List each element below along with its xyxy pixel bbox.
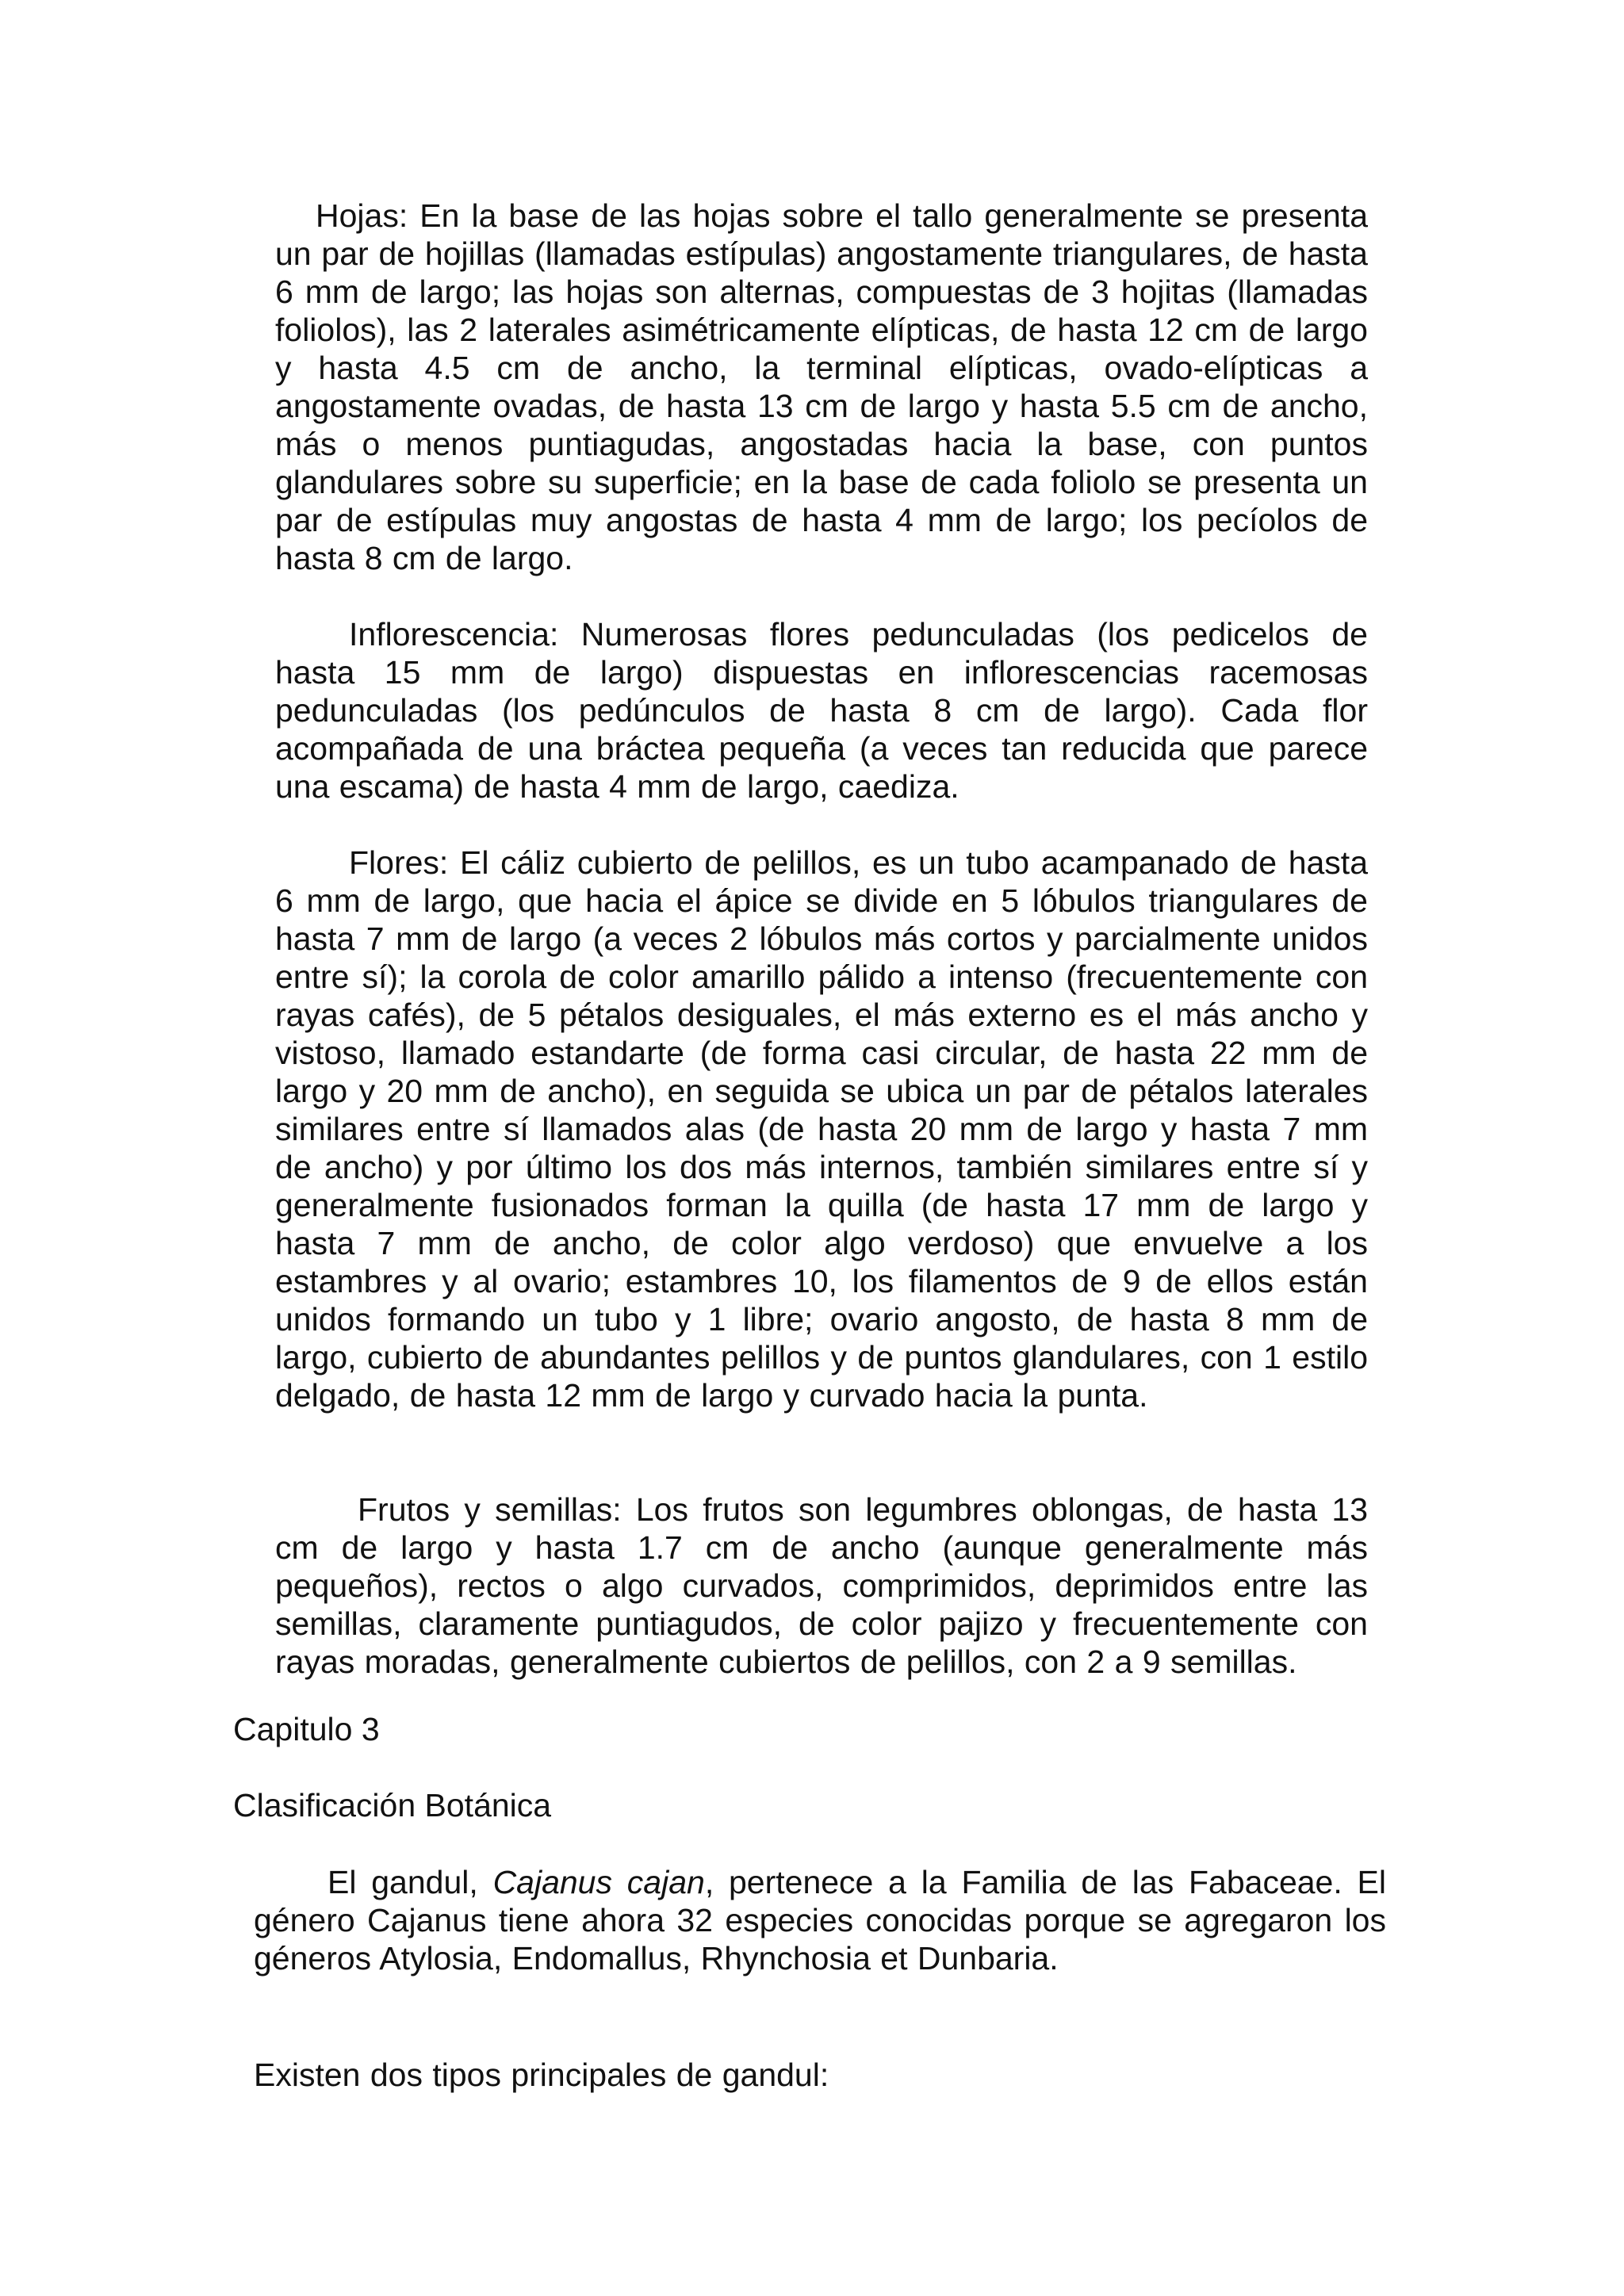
label-flores: Flores: bbox=[349, 844, 460, 881]
paragraph-frutos bbox=[275, 1490, 1368, 1681]
species-name: Cajanus cajan bbox=[492, 1864, 705, 1900]
text-frutos: Los frutos son legumbres oblongas, de hasta 13 cm de largo y hasta 1.7 cm de ancho (aunque generalmente más pequeños), rectos o algo curvados, comprimidos, deprimidos entre las semillas, claramente puntiagudos, de color pajizo y frecuentemente con rayas moradas, generalmente cubiertos de pelillos, con 2 a 9 semillas. bbox=[275, 1491, 1369, 1680]
text-flores: El cáliz cubierto de pelillos, es un tubo acampanado de hasta 6 mm de largo, que hacia el ápice se divide en 5 lóbulos triangulares de hasta 7 mm de largo (a veces 2 lóbulos más cortos y parcialmente unidos entre sí); la corola de color amarillo pálido a intenso (frecuentemente con rayas cafés), de 5 pétalos desiguales, el más externo es el más ancho y vistoso, llamado estandarte (de forma casi circular, de hasta 22 mm de largo y 20 mm de ancho), en seguida se ubica un par de pétalos laterales similares entre sí llamados alas (de hasta 20 mm de largo y hasta 7 mm de ancho) y por último los dos más internos, también similares entre sí y generalmente fusionados forman la quilla (de hasta 17 mm de largo y hasta 7 mm de ancho, de color algo verdoso) que envuelve a los estambres y al ovario; estambres 10, los filamentos de 9 de ellos están unidos formando un tubo y 1 libre; ovario angosto, de hasta 8 mm de largo, cubierto de abundantes pelillos y de puntos glandulares, con 1 estilo delgado, de hasta 12 mm de largo y curvado hacia la punta. bbox=[275, 844, 1369, 1414]
paragraph-flores bbox=[275, 844, 1368, 1414]
text-gandul-before: El gandul, bbox=[327, 1864, 493, 1900]
label-hojas: Hojas: bbox=[316, 197, 420, 234]
paragraph-gandul bbox=[254, 1863, 1386, 1977]
paragraph-inflorescencia bbox=[275, 615, 1368, 806]
text-inflorescencia: Numerosas flores pedunculadas (los pedicelos de hasta 15 mm de largo) dispuestas en inflorescencias racemosas pedunculadas (los pedúnculos de hasta 8 cm de largo). Cada flor acompañada de una bráctea pequeña (a veces tan reducida que parece una escama) de hasta 4 mm de largo, caediza. bbox=[275, 616, 1368, 805]
section-heading: Clasificación Botánica bbox=[233, 1787, 552, 1823]
chapter-heading: Capitulo 3 bbox=[233, 1711, 380, 1747]
text-hojas: En la base de las hojas sobre el tallo generalmente se presenta un par de hojillas (llamadas estípulas) angostamente triangulares, de hasta 6 mm de largo; las hojas son alternas, compuestas de 3 hojitas (llamadas foliolos), las 2 laterales asimétricamente elípticas, de hasta 12 cm de largo y hasta 4.5 cm de ancho, la terminal elípticas, ovado-elípticas a angostamente ovadas, de hasta 13 cm de largo y hasta 5.5 cm de ancho, más o menos puntiagudas, angostadas hacia la base, con puntos glandulares sobre su superficie; en la base de cada foliolo se presenta un par de estípulas muy angostas de hasta 4 mm de largo; los pecíolos de hasta 8 cm de largo. bbox=[275, 197, 1368, 576]
paragraph-hojas bbox=[275, 197, 1368, 577]
text-gandul-after: , pertenece a la Familia de las Fabaceae. El género Cajanus tiene ahora 32 especies conocidas porque se agregaron los géneros Atylosia, Endomallus, Rhynchosia et Dunbaria. bbox=[254, 1864, 1386, 1976]
label-frutos: Frutos y semillas: bbox=[358, 1491, 636, 1528]
label-inflorescencia: Inflorescencia: bbox=[349, 616, 581, 652]
paragraph-tipos: Existen dos tipos principales de gandul: bbox=[254, 2057, 829, 2093]
